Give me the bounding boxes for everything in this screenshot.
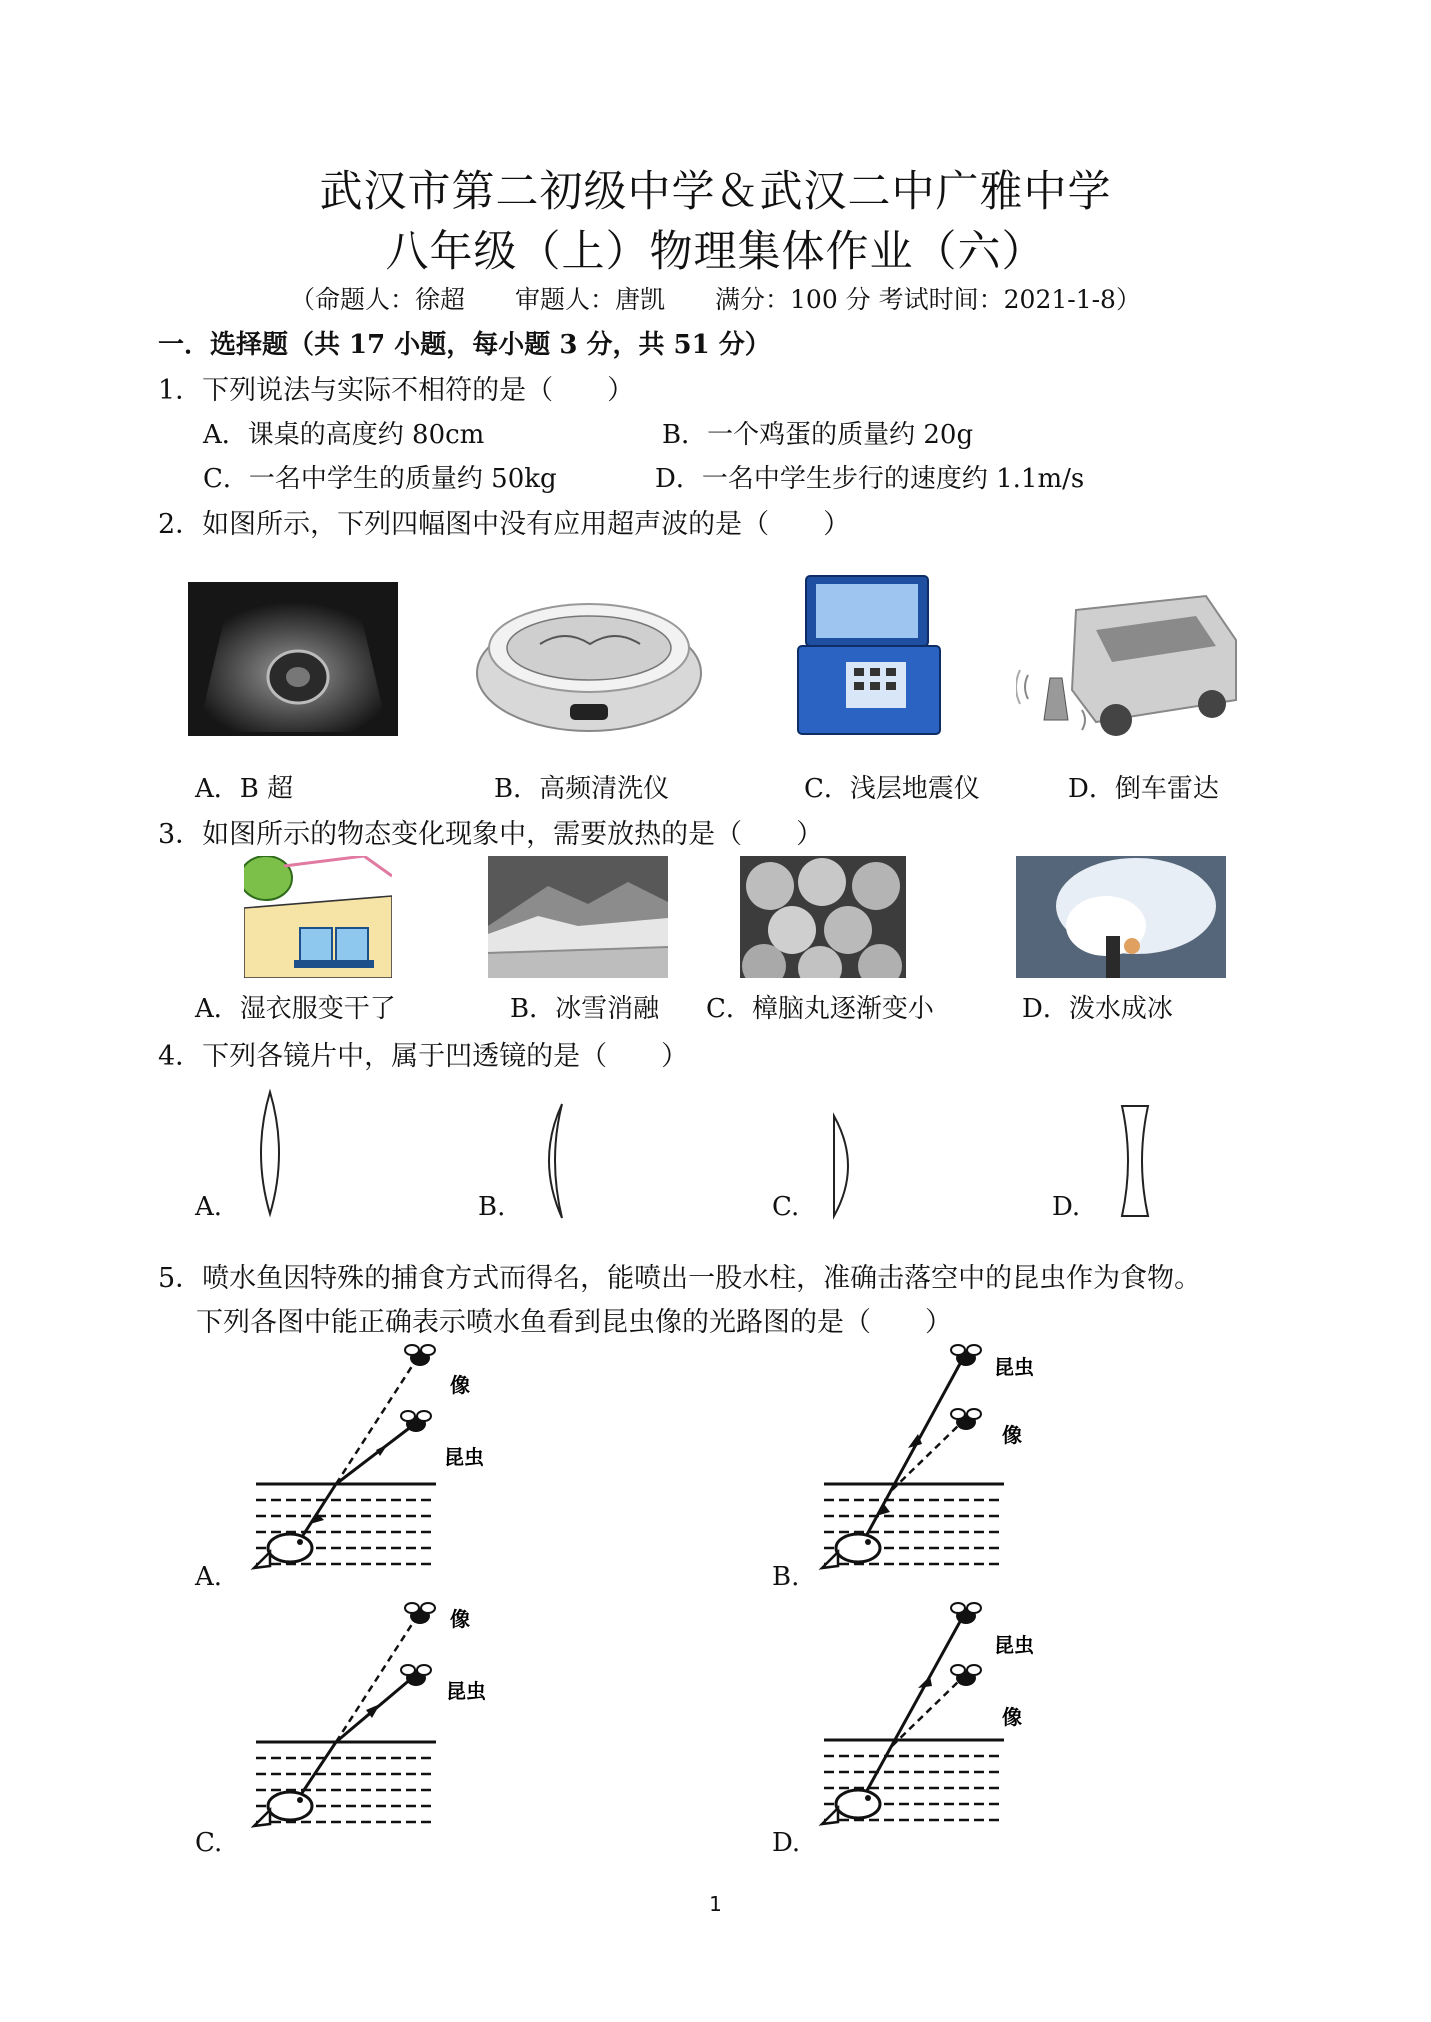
q2-option-c: C．浅层地震仪 xyxy=(804,774,980,804)
q4-option-b: B. xyxy=(478,1192,506,1222)
diagram-a xyxy=(240,1340,540,1590)
wet-clothes-image xyxy=(244,856,392,978)
melting-snow-image xyxy=(488,856,668,978)
label-insect: 昆虫 xyxy=(446,1679,486,1703)
ultrasonic-cleaner-image xyxy=(470,578,708,738)
reversing-radar-image xyxy=(1016,580,1242,740)
label-image: 像 xyxy=(1002,1423,1022,1447)
q4-option-d: D. xyxy=(1052,1192,1081,1222)
meniscus-lens-icon xyxy=(534,1100,568,1222)
q3-option-d: D．泼水成冰 xyxy=(1022,994,1173,1024)
label-image: 像 xyxy=(1002,1705,1022,1729)
label-insect: 昆虫 xyxy=(994,1355,1034,1379)
label-insect: 昆虫 xyxy=(994,1633,1034,1657)
q4-stem: 4．下列各镜片中，属于凹透镜的是（ ） xyxy=(158,1041,689,1072)
q5-option-d: D. xyxy=(772,1828,801,1858)
diagram-d xyxy=(808,1600,1108,1850)
q5-stem-line-2: 下列各图中能正确表示喷水鱼看到昆虫像的光路图的是（ ） xyxy=(196,1307,952,1338)
title-line-1: 武汉市第二初级中学＆武汉二中广雅中学 xyxy=(319,167,1112,217)
q3-option-b: B．冰雪消融 xyxy=(510,994,660,1024)
q4-option-c: C. xyxy=(772,1192,800,1222)
q3-option-a: A．湿衣服变干了 xyxy=(195,994,396,1024)
splash-water-ice-image xyxy=(1016,856,1226,978)
title-line-2: 八年级（上）物理集体作业（六） xyxy=(385,227,1046,277)
insect-image-icon xyxy=(405,1603,435,1624)
q1-option-c: C．一名中学生的质量约 50kg xyxy=(203,464,557,494)
q1-option-d: D．一名中学生步行的速度约 1.1m/s xyxy=(655,464,1085,494)
insect-icon xyxy=(951,1603,981,1624)
section-heading: 一．选择题（共 17 小题，每小题 3 分，共 51 分） xyxy=(158,330,771,360)
q1-stem: 1．下列说法与实际不相符的是（ ） xyxy=(158,375,635,406)
q5-option-c: C. xyxy=(195,1828,223,1858)
diagram-b xyxy=(808,1330,1108,1590)
q2-stem: 2．如图所示，下列四幅图中没有应用超声波的是（ ） xyxy=(158,509,851,540)
seismograph-image xyxy=(792,568,952,740)
q5-stem-line-1: 5．喷水鱼因特殊的捕食方式而得名，能喷出一股水柱，准确击落空中的昆虫作为食物。 xyxy=(158,1263,1202,1294)
exam-meta: （命题人：徐超 审题人：唐凯 满分：100 分 考试时间：2021-1-8） xyxy=(290,285,1141,314)
q2-option-d: D．倒车雷达 xyxy=(1068,774,1219,804)
plano-convex-lens-icon xyxy=(828,1112,862,1220)
insect-icon xyxy=(401,1411,431,1432)
biconcave-lens-icon xyxy=(1118,1102,1152,1220)
q2-option-b: B．高频清洗仪 xyxy=(494,774,670,804)
q5-option-b: B. xyxy=(772,1562,800,1592)
biconvex-lens-icon xyxy=(250,1088,290,1218)
q1-option-a: A．课桌的高度约 80cm xyxy=(203,420,485,450)
diagram-c xyxy=(240,1600,540,1850)
q1-option-b: B．一个鸡蛋的质量约 20g xyxy=(662,420,974,450)
insect-image-icon xyxy=(405,1345,435,1366)
label-insect: 昆虫 xyxy=(444,1445,484,1469)
q3-option-c: C．樟脑丸逐渐变小 xyxy=(706,994,934,1024)
label-image: 像 xyxy=(450,1373,470,1397)
label-image: 像 xyxy=(450,1607,470,1631)
q5-option-a: A. xyxy=(195,1562,223,1592)
q3-stem: 3．如图所示的物态变化现象中，需要放热的是（ ） xyxy=(158,819,824,850)
camphor-balls-image xyxy=(740,856,906,978)
q4-option-a: A. xyxy=(195,1192,223,1222)
page-number: 1 xyxy=(709,1892,722,1916)
q2-option-a: A．B 超 xyxy=(195,774,294,804)
insect-icon xyxy=(951,1345,981,1366)
ultrasound-image xyxy=(188,582,398,736)
